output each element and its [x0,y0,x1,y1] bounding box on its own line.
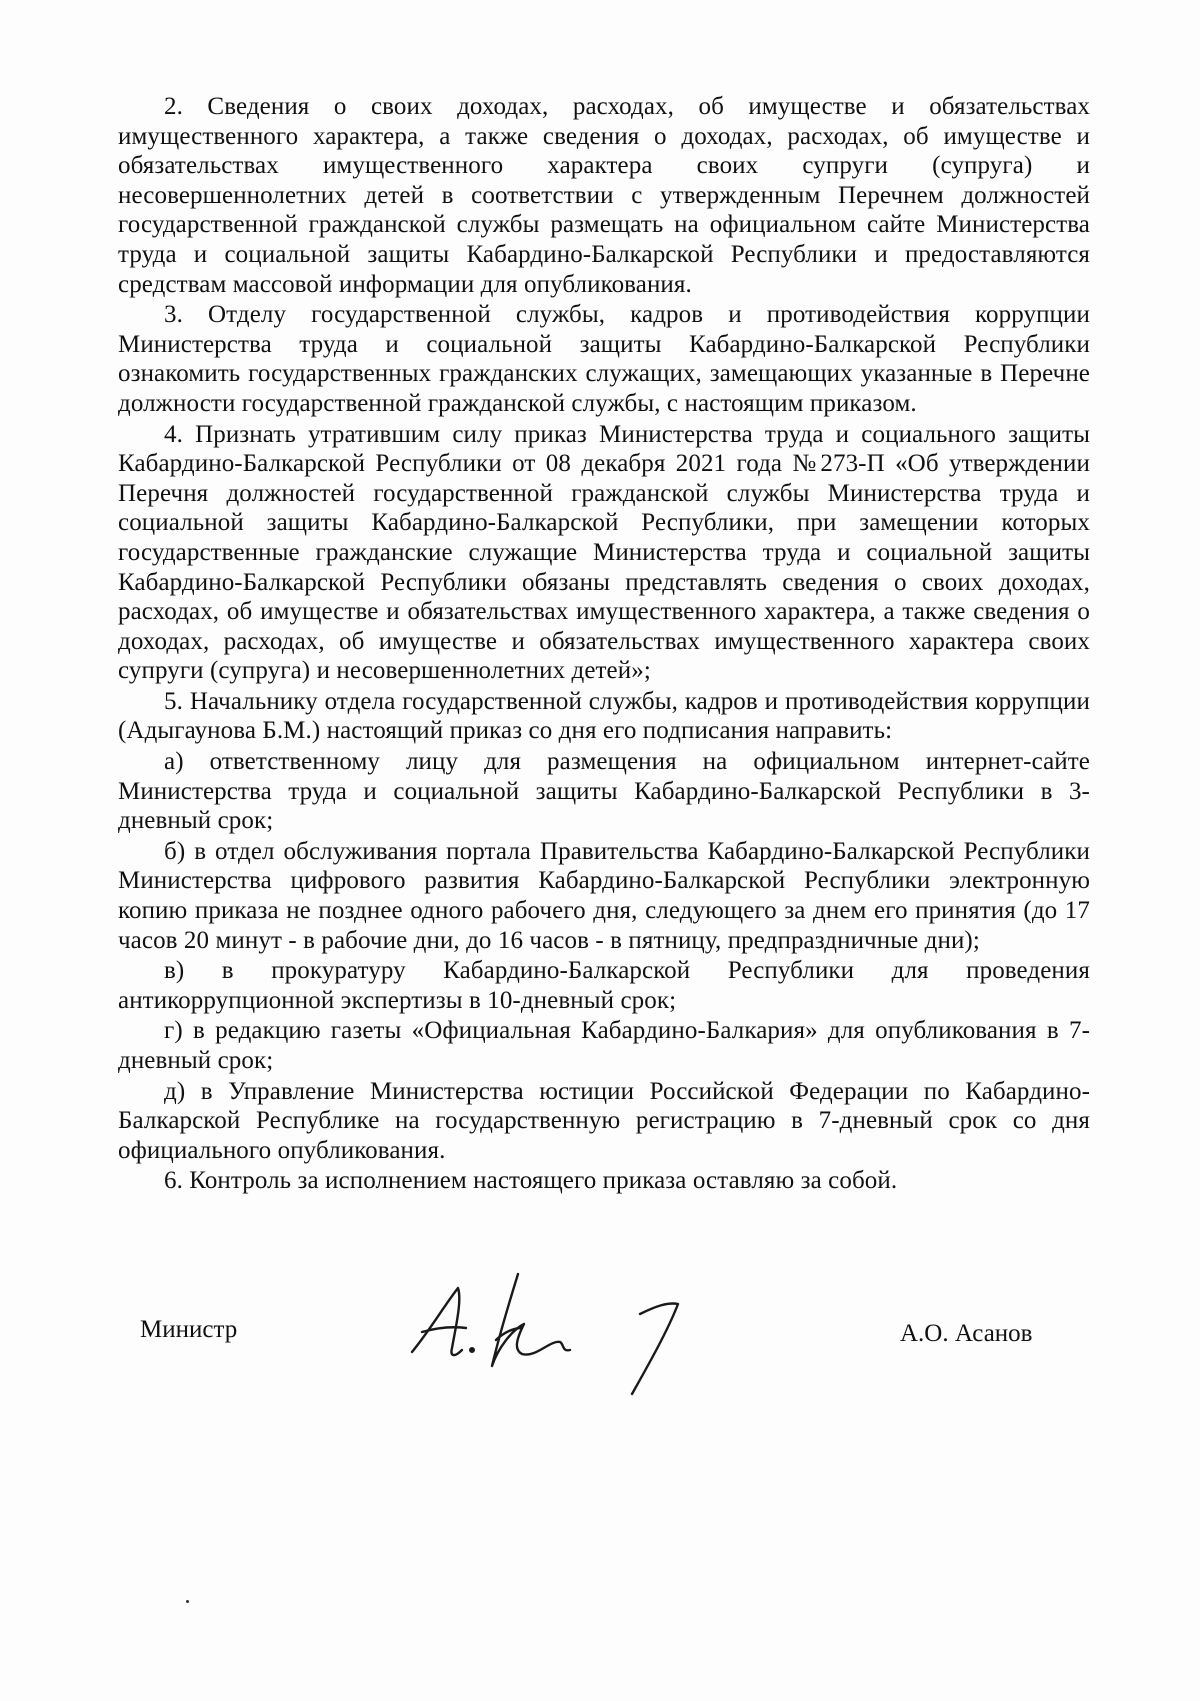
paragraph-3: 3. Отделу государственной службы, кадров и противодействия коррупции Министерства труда и социальной защиты Кабардино-Балкарской Республики ознакомить государственных гражданских служащих, замещающих указанные в Перечне должности государственной гражданской службы, с настоящим приказом. [118,301,1090,417]
signatory-name: А.О. Асанов [900,1320,1033,1347]
signature-block [0,1270,1200,1410]
paragraph-4: 4. Признать утратившим силу приказ Министерства труда и социального защиты Кабардино-Балкарской Республики от 08 декабря 2021 года №273-П «Об утверждении Перечня должностей государственной гражданской службы Министерства труда и социальной защиты Кабардино-Балкарской Республики, при замещении которых государственные гражданские служащие Министерства труда и социальной защиты Кабардино-Балкарской Республики обязаны представлять сведения о своих доходах, расходах, об имуществе и обязательствах имущественного характера, а также сведения о доходах, расходах, об имуществе и обязательствах имущественного характера своих супруги (супруга) и несовершеннолетних детей»; [118,420,1090,685]
document-body [118,92,1090,1197]
scan-speck [186,1600,189,1603]
paragraph-5b: б) в отдел обслуживания портала Правительства Кабардино-Балкарской Республики Министерства цифрового развития Кабардино-Балкарской Республики электронную копию приказа не позднее одного рабочего дня, следующего за днем его принятия (до 17 часов 20 минут - в рабочие дни, до 16 часов - в пятницу, предпраздничные дни); [118,837,1090,954]
paragraph-5g: г) в редакцию газеты «Официальная Кабардино-Балкария» для опубликования в 7-дневный срок; [118,1017,1090,1074]
handwritten-signature [400,1270,730,1410]
paragraph-5a: а) ответственному лицу для размещения на официальном интернет-сайте Министерства труда и социальной защиты Кабардино-Балкарской Республики в 3-дневный срок; [118,748,1090,835]
paragraph-6: 6. Контроль за исполнением настоящего приказа оставляю за собой. [164,1167,898,1195]
signatory-title: Министр [140,1316,238,1343]
paragraph-2: 2. Сведения о своих доходах, расходах, об имуществе и обязательствах имущественного характера, а также сведения о доходах, расходах, об имуществе и обязательствах имущественного характера своих супруги (супруга) и несовершеннолетних детей в соответствии с утвержденным Перечнем должностей государственной гражданской службы размещать на официальном сайте Министерства труда и социальной защиты Кабардино-Балкарской Республики и предоставляются средствам массовой информации для опубликования. [118,93,1090,298]
paragraph-5: 5. Начальнику отдела государственной службы, кадров и противодействия коррупции (Адыгаунова Б.М.) настоящий приказ со дня его подписания направить: [118,687,1090,745]
paragraph-5d: д) в Управление Министерства юстиции Российской Федерации по Кабардино-Балкарской Республике на государственную регистрацию в 7-дневный срок со дня официального опубликования. [118,1077,1090,1164]
paragraph-5v: в) в прокуратуру Кабардино-Балкарской Республики для проведения антикоррупционной экспертизы в 10-дневный срок; [118,957,1090,1014]
